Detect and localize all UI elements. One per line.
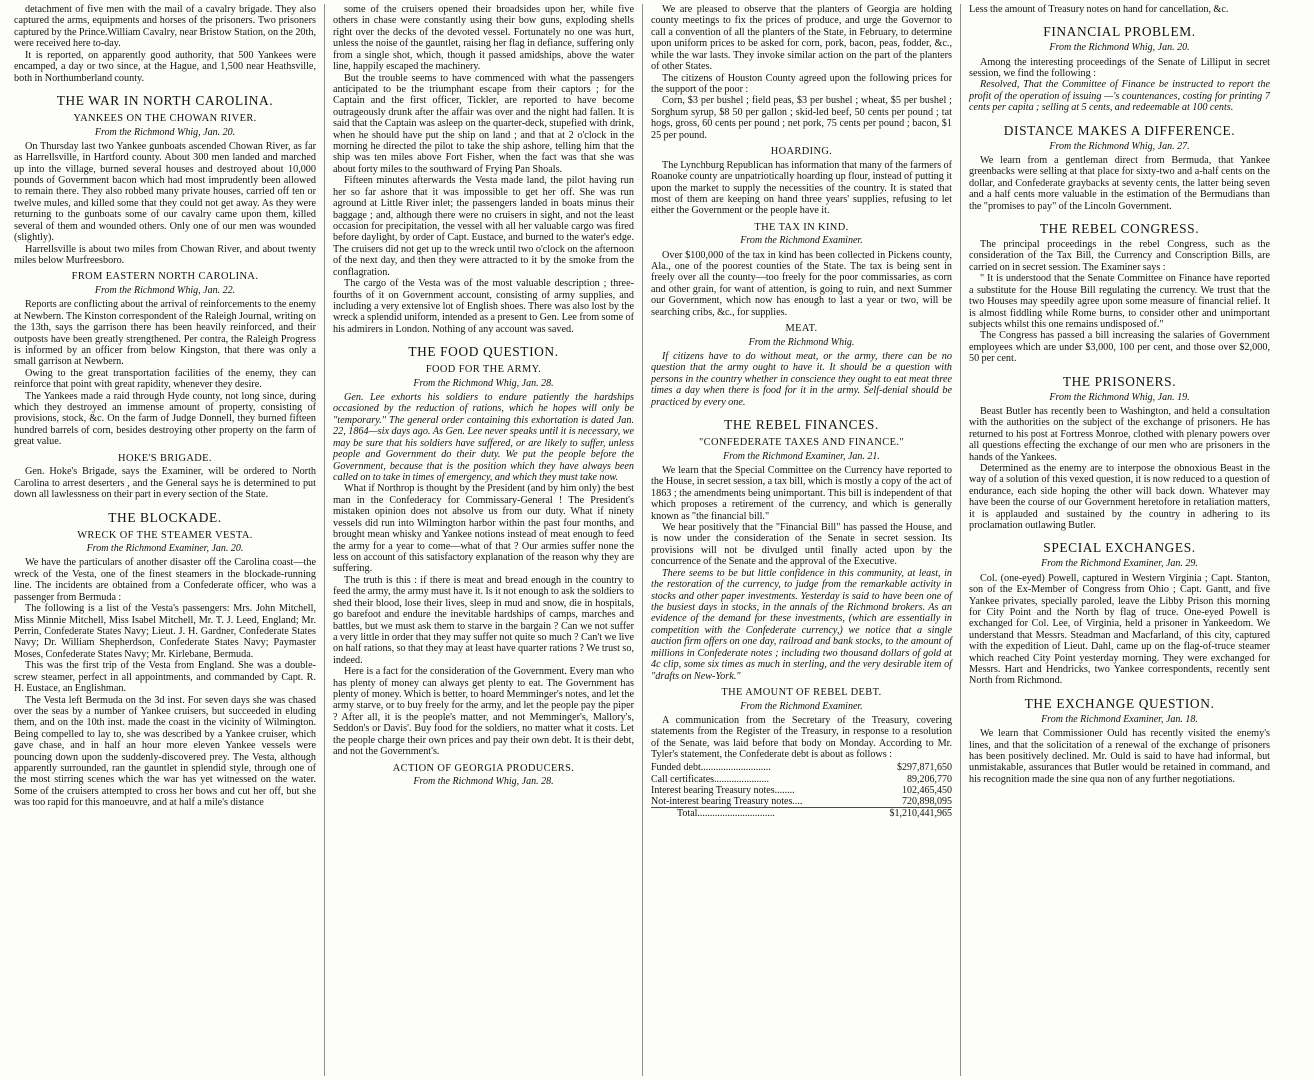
headline-rebel-congress: THE REBEL CONGRESS. xyxy=(1039,221,1200,237)
paragraph: We hear positively that the "Financial Bill" has passed the House, and is now under the consideration of the Senate in secret session. Its provisions will not be divulged until finally acted upon by the concurrence of the Senate and the approval of the Executive. xyxy=(651,522,952,568)
paragraph: Beast Butler has recently been to Washington, and held a consultation with the authorities on the subject of the exchange of prisoners. He has returned to his post at Fortress Monroe, clothed with plenary powers over all questions effecting the exchange of our men who are prisoners in the hands of the Yankees. xyxy=(969,405,1270,463)
source-credit: From the Richmond Whig, Jan. 28. xyxy=(413,377,554,389)
debt-item-amount: 89,206,770 xyxy=(907,773,952,785)
paragraph: The principal proceedings in the rebel Congress, such as the consideration of the Tax Bill, the Currency and Conscription Bills, are carried on in secret session. The Examiner says : xyxy=(969,239,1270,273)
headline-food-question: THE FOOD QUESTION. xyxy=(408,344,559,360)
debt-item-label: Interest bearing Treasury notes........ xyxy=(651,784,795,796)
paragraph: We have the particulars of another disaster off the Carolina coast—the wreck of the Vesta, one of the finest steamers in the blockade-running line. The incidents are obtained from a Confederate officer, who was a passenger from Bermuda : xyxy=(14,557,316,603)
subhead-meat: MEAT. xyxy=(785,323,818,335)
paragraph: A communication from the Secretary of the Treasury, covering statements from the Register of the Treasury, in response to a resolution of the Senate, was laid before that body on Monday. According to Mr. Tyler's statement, the Confederate debt is about as follows : xyxy=(651,714,952,761)
paragraph: Gen. Hoke's Brigade, says the Examiner, will be ordered to North Carolina to arrest deserters , and the General says he is determined to put down all lawlessness on their part in every section of the State. xyxy=(14,466,316,501)
debt-item-amount: $297,871,650 xyxy=(897,762,952,774)
paragraph: Harrellsville is about two miles from Chowan River, and about twenty miles below Murfreesboro. xyxy=(14,243,316,266)
column-1 xyxy=(6,4,324,1076)
table-row xyxy=(651,774,952,785)
headline-prisoners: THE PRISONERS. xyxy=(1062,373,1177,389)
paragraph: Col. (one-eyed) Powell, captured in Western Virginia ; Capt. Stanton, son of the Ex-Member of Congress from Ohio ; Capt. Gantt, and five Yankee privates, specially paroled, leave the Libby Prison this morning for City Point and the North by flag of truce. One-eyed Powell is exchanged for Col. Lee, of Virginia, held a prisoner in Yankeedom. We understand that Messrs. Steadman and Macfarland, of this city, captured with the expedition of Lieut. Dahl, came up on the flag-of-truce steamer which reached City Point yesterday morning. They were exchanged for Messrs. Hart and Hendricks, two Yankee correspondents, recently sent North from Richmond. xyxy=(969,572,1270,687)
paragraph: There seems to be but little confidence in this community, at least, in the restoration of the currency, to judge from the remarkable activity in stocks and other paper investments. Yesterday is said to have been one of the busiest days in stocks, in the annals of the Richmond brokers. As an evidence of the demand for these investments, (which are essentially in competition with the Confederate currency,) we notice that a single auction firm offers on one day, railroad and bank stocks, to the amount of millions in Confederate notes ; including two thousand dollars of gold at 4c clip, some six times as much in sterling, and the very desirable item of "drafts on New-York." xyxy=(651,567,952,682)
debt-item-label: Not-interest bearing Treasury notes.... xyxy=(651,796,803,808)
source-credit: From the Richmond Examiner. xyxy=(740,700,863,712)
column-4 xyxy=(960,4,1278,1076)
source-credit: From the Richmond Whig, Jan. 20. xyxy=(94,126,236,138)
source-credit: From the Richmond Whig. xyxy=(748,336,855,348)
paragraph: We learn that Commissioner Ould has recently visited the enemy's lines, and that the solicitation of a renewal of the exchange of prisoners has been positively declined. Mr. Ould is said to have had informal, but unmistakable, assurances that Butler would be retained in command, and his recognition made the sine qua non of any further negotiations. xyxy=(969,728,1270,785)
paragraph: some of the cruisers opened their broadsides upon her, while five others in chase were constantly using their bow guns, exploding shells right over the decks of the devoted vessel. Fortunately no one was hurt, unless the noise of the gauntlet, raising her flag in defiance, suffering only from a single shot, which, though it passed amidships, above the water line, happily escaped the machinery. xyxy=(333,4,634,73)
paragraph: This was the first trip of the Vesta from England. She was a double-screw steamer, perfect in all appointments, and commanded by Capt. R. H. Eustace, an Englishman. xyxy=(14,660,316,695)
column-2 xyxy=(324,4,642,1076)
paragraph: But the trouble seems to have commenced with what the passengers anticipated to be the triumphant escape from their captors ; for the Captain and the first officer, Tickler, are reported to have become outrageously drunk after the affair was over and the night had fallen. It is said that the Captain was asleep on the quarter-deck, stupefied with drink, when he should have put the ship on land ; and that at 2 o'clock in the morning he directed the pilot to take the ship ashore, telling him that the ship was ten miles above Fort Fisher, when the fact was that she was about forty miles to the southward of Frying Pan Shoals. xyxy=(333,72,634,175)
paragraph: On Thursday last two Yankee gunboats ascended Chowan River, as far as Harrellsville, in Hartford county. About 300 men landed and marched up into the village, burned several houses and destroyed about 10,000 pounds of Government bacon which had most imprudently been allowed to remain there. They also robbed many private houses, carried off ten or twelve mules, and killed some that they could not get away. As they were returning to the gunboats some of our cavalry came upon them, killed several of them and wounded others. Only one of our men was wounded (slightly). xyxy=(14,140,316,244)
headline-financial-problem: FINANCIAL PROBLEM. xyxy=(1043,24,1196,40)
paragraph: The Lynchburg Republican has information that many of the farmers of Roanoke county are unpatriotically hoarding up flour, instead of putting it upon the market to supply the necessities of the country. It is stated that most of them are keeping on hand three years' supplies, refusing to let either the Government or the people have it. xyxy=(651,159,952,217)
subhead-amount-rebel-debt: THE AMOUNT OF REBEL DEBT. xyxy=(721,686,882,698)
subhead-hoarding: HOARDING. xyxy=(770,146,833,158)
paragraph: The Congress has passed a bill increasing the salaries of Government employees which are under $3,000, 100 per cent, and those over $2,000, 50 per cent. xyxy=(969,330,1270,365)
source-credit: From the Richmond Whig, Jan. 20. xyxy=(1049,42,1190,54)
headline-blockade: THE BLOCKADE. xyxy=(108,509,222,525)
source-credit: From the Richmond Whig, Jan. 28. xyxy=(413,776,554,788)
source-credit: From the Richmond Whig, Jan. 19. xyxy=(1049,391,1190,403)
source-credit: From the Richmond Examiner, Jan. 29. xyxy=(1041,558,1198,570)
paragraph: What if Northrop is thought by the President (and by him only) the best man in the Confederacy for Commissary-General ! The President's mistaken opinion does not absolve us from our duty. What if ninety vessels did run into Wilmington harbor within the past four months, and brought mean whisky and Yankee notions instead of meat enough to feed the army for a year to come—what of that ? Our armies suffer none the less on account of this satisfactory explanation of the reason why they are suffering. xyxy=(333,483,634,575)
headline-distance-makes-difference: DISTANCE MAKES A DIFFERENCE. xyxy=(1003,122,1236,138)
headline-rebel-finances: THE REBEL FINANCES. xyxy=(724,417,879,433)
paragraph: Determined as the enemy are to interpose the obnoxious Beast in the way of a solution of this vexed question, it is now reduced to a question of endurance, each side hoping the other will back down. Whatever may have been the course of our Government heretofore in retaliation matters, it is applauded and sustained by the country in adhering to its proclamation outlawing Butler. xyxy=(969,462,1270,532)
column-3 xyxy=(642,4,960,1076)
headline-exchange-question: THE EXCHANGE QUESTION. xyxy=(1024,695,1215,711)
debt-item-amount: 720,898,095 xyxy=(902,796,952,808)
paragraph: The following is a list of the Vesta's passengers: Mrs. John Mitchell, Miss Minnie Mitchell, Miss Isabel Mitchell, Mr. T. J. Leed, England; Mr. Perrin, Confederate States Navy; Lieut. J. H. Gardner, Confederate States Navy; Dr. William Shepherdson, Confederate States Navy; Paymaster Moses, Confederate States Navy; Mr. Kirlebane, Bermuda. xyxy=(14,603,316,660)
subhead-yankees-chowan-river: YANKEES ON THE CHOWAN RIVER. xyxy=(73,112,257,124)
paragraph: detachment of five men with the mail of a cavalry brigade. They also captured the arms, equipments and horses of the prisoners. Two prisoners captured by the Prince.William Cavalry, near Bristow Station, on the 20th, were received here to-day. xyxy=(14,4,316,50)
subhead-confederate-taxes-finance: "CONFEDERATE TAXES AND FINANCE." xyxy=(699,437,904,449)
subhead-food-for-army: FOOD FOR THE ARMY. xyxy=(425,364,542,376)
subhead-wreck-steamer-vesta: WRECK OF THE STEAMER VESTA. xyxy=(77,529,253,541)
debt-total-label: Total............................... xyxy=(651,808,886,820)
paragraph: Among the interesting proceedings of the Senate of Lilliput in secret session, we find the following : xyxy=(969,56,1270,80)
price-list: Corn, $3 per bushel ; field peas, $3 per bushel ; wheat, $5 per bushel ; Sorghum syrup, $8 50 per gallon ; skid-led beef, 50 cents per pound ; tat hogs, gross, 60 cents per pound ; net pork, 75 cents per pound ; bacon, $1 25 per pound. xyxy=(651,95,952,141)
paragraph: We learn that the Special Committee on the Currency have reported to the House, in secret session, a tax bill, which is mostly a copy of the act of 1863 ; the amendments being unimportant. This bill is independent of that which proposes a retirement of the currency, and which is generally known as "the financial bill." xyxy=(651,464,952,522)
paragraph: The citizens of Houston County agreed upon the following prices for the support of the poor : xyxy=(651,72,952,95)
paragraph: Owing to the great transportation facilities of the enemy, they can reinforce that point with great rapidity, whenever they desire. xyxy=(14,367,316,391)
paragraph: Fifteen minutes afterwards the Vesta made land, the pilot having run her so far ashore that it was impossible to get her off. She was run aground at Little River inlet; the passengers landed in boats minus their baggage ; and, although there were no cruisers in sight, and not the least occasion for precipitation, the vessel with all her valuable cargo was fired before daylight, by order of Capt. Eustace, and burned to the water's edge. The cruisers did not get up to the wreck until two o'clock on the afternoon of the next day, and then they were attracted to it by the smoke from the conflagration. xyxy=(333,175,634,278)
paragraph: Resolved, That the Committee of Finance be instructed to report the profit of the operation of issuing —'s countenances, costing for printing 7 cents per capita ; selling at 5 cents, and redeemable at 100 cents. xyxy=(969,79,1270,114)
debt-item-label: Funded debt............................ xyxy=(651,762,771,774)
paragraph: The Yankees made a raid through Hyde county, not long since, during which they destroyed an immense amount of property, consisting of provisions, stock, &c. On the farm of Judge Donnell, they burned fifteen hundred barrels of corn, besides destroying other property on the farm of great value. xyxy=(14,390,316,448)
paragraph: The cargo of the Vesta was of the most valuable description ; three-fourths of it on Government account, consisting of army supplies, and including a very extensive lot of English shoes. There was also lost by the wreck a splendid uniform, intended as a present to Gen. Lee from some of his admirers in London. Nothing of any account was saved. xyxy=(333,278,634,335)
debt-item-amount: 102,465,450 xyxy=(902,784,952,796)
headline-war-north-carolina: THE WAR IN NORTH CAROLINA. xyxy=(56,92,274,108)
paragraph: Gen. Lee exhorts his soldiers to endure patiently the hardships occasioned by the reduction of rations, which he hopes will only be "temporary." The general order containing this exhortation is dated Jan. 22, 1864—six days ago. As Gen. Lee never speaks until it is necessary, we may be sure that his soldiers have suffered, or are likely to suffer, unless people and Government do their duty. We put the people before the Government, because that is the position which they have always been called on to take in times of emergency, and which they must take now. xyxy=(333,392,634,484)
table-row xyxy=(651,762,952,773)
paragraph: The Vesta left Bermuda on the 3d inst. For seven days she was chased over the seas by a number of Yankee cruisers, but succeeded in eluding them, and on the 10th inst. made the coast in the vicinity of Wilmington. Being compelled to lay to, she was described by a Yankee cruiser, which gave chase, and in half an hour more eleven Yankee vessels were pouncing down upon the suddenly-discovered prey. The Vesta, although apparently surrounded, ran the gauntlet in splendid style, through one of the most stirring scenes which the war has yet witnessed on the water. Some of the cruisers attempted to cross her bows and cut her off, but she was too rapid for this manoeuvre, and at half a mile's distance xyxy=(14,694,316,809)
debt-item-label: Call certificates...................... xyxy=(651,773,770,785)
rebel-debt-table xyxy=(651,762,952,819)
source-credit: From the Richmond Examiner, Jan. 21. xyxy=(723,450,880,462)
subhead-action-georgia-producers: ACTION OF GEORGIA PRODUCERS. xyxy=(392,762,575,774)
paragraph: Here is a fact for the consideration of the Government. Every man who has plenty of money can always get plenty to eat. The Government has plenty of money. Which is better, to hoard Memminger's notes, and let the army starve, or to buy freely for the army, and let the people pay the piper ? After all, it is the people's matter, and not Memminger's, Mallory's, Seddon's or Davis'. Buy food for the soldiers, no matter what it costs. Let the people charge their own prices and pay their own debt. It is their debt, and not the Government's. xyxy=(333,666,634,758)
headline-special-exchanges: SPECIAL EXCHANGES. xyxy=(1043,540,1196,556)
source-credit: From the Richmond Examiner, Jan. 20. xyxy=(86,543,244,555)
source-credit: From the Richmond Examiner, Jan. 18. xyxy=(1041,713,1198,725)
paragraph: If citizens have to do without meat, or the army, there can be no question that the army ought to have it. It should be a question with persons in the country whether in conscience they ought to eat meat three times a day when there is food for it in the army. Self-denial should be practiced by every one. xyxy=(651,351,952,408)
paragraph: We learn from a gentleman direct from Bermuda, that Yankee greenbacks were selling at that place for sixty-two and a-half cents on the dollar, and Confederate graybacks at seventy cents, the latter being seven and a half cents more valuable in the estimation of the Bermudians than the "promises to pay" of the Lincoln Government. xyxy=(969,154,1270,212)
source-credit: From the Richmond Whig, Jan. 22. xyxy=(94,285,236,297)
paragraph: " It is understood that the Senate Committee on Finance have reported a substitute for the House Bill regulating the currency. We trust that the two Houses may speedily agree upon some measure of financial relief. It is almost fiddling while Rome burns, to consider other and unimportant subjects whilst this one remains undisposed of." xyxy=(969,273,1270,330)
paragraph: It is reported, on apparently good authority, that 500 Yankees were encamped, a day or two since, at the Hague, and 1,500 near Heathsville, both in Northumberland county. xyxy=(14,49,316,84)
paragraph: Over $100,000 of the tax in kind has been collected in Pickens county, Ala., one of the poorest counties of the State. The tax is being sent in freely over all the county—too freely for the poor commissaries, as corn and other grain, for want of attention, is going to ruin, and next Summer our Government, which now has enough to last a year or two, will be searching cribs, &c., for supplies. xyxy=(651,249,952,318)
debt-total-amount: $1,210,441,965 xyxy=(886,808,953,820)
source-credit: From the Richmond Whig, Jan. 27. xyxy=(1049,140,1190,152)
debt-total-row xyxy=(651,808,952,820)
paragraph: Less the amount of Treasury notes on hand for cancellation, &c. xyxy=(969,4,1229,15)
paragraph: Reports are conflicting about the arrival of reinforcements to the enemy at Newbern. The Kinston correspondent of the Raleigh Journal, writing on the 13th, says the garrison there has been heavily reinforced, and their outposts have been greatly strengthened. Per contra, the Raleigh Progress is informed by an officer from below Kingston, that there was only a small garrison at Newbern. xyxy=(14,299,316,368)
table-row xyxy=(651,785,952,796)
subhead-hokes-brigade: HOKE'S BRIGADE. xyxy=(118,452,212,464)
table-row xyxy=(651,796,952,808)
subhead-tax-in-kind: THE TAX IN KIND. xyxy=(754,221,849,233)
subhead-eastern-north-carolina: FROM EASTERN NORTH CAROLINA. xyxy=(71,271,259,283)
paragraph: We are pleased to observe that the planters of Georgia are holding county meetings to fix the prices of produce, and urge the Governor to call a convention of all the planters of the State, in February, to determine upon uniform prices to be asked for corn, pork, bacon, peas, fodder, &c., while the war lasts. They invoke similar action on the part of the planters of other States. xyxy=(651,4,952,73)
paragraph: The truth is this : if there is meat and bread enough in the country to feed the army, the army must have it. Is it not enough to ask the soldiers to shed their blood, lose their lives, sleep in mud and snow, die in hospitals, go barefoot and endure the inevitable hardships of camps, marches and battles, but we must ask them to starve in the bargain ? Can we not suffer a very little in order that they may suffer not quite so much ? Can't we live on half rations, so that they may at least have quarter rations ? We trust so, indeed. xyxy=(333,574,634,666)
source-credit: From the Richmond Examiner. xyxy=(740,235,863,247)
